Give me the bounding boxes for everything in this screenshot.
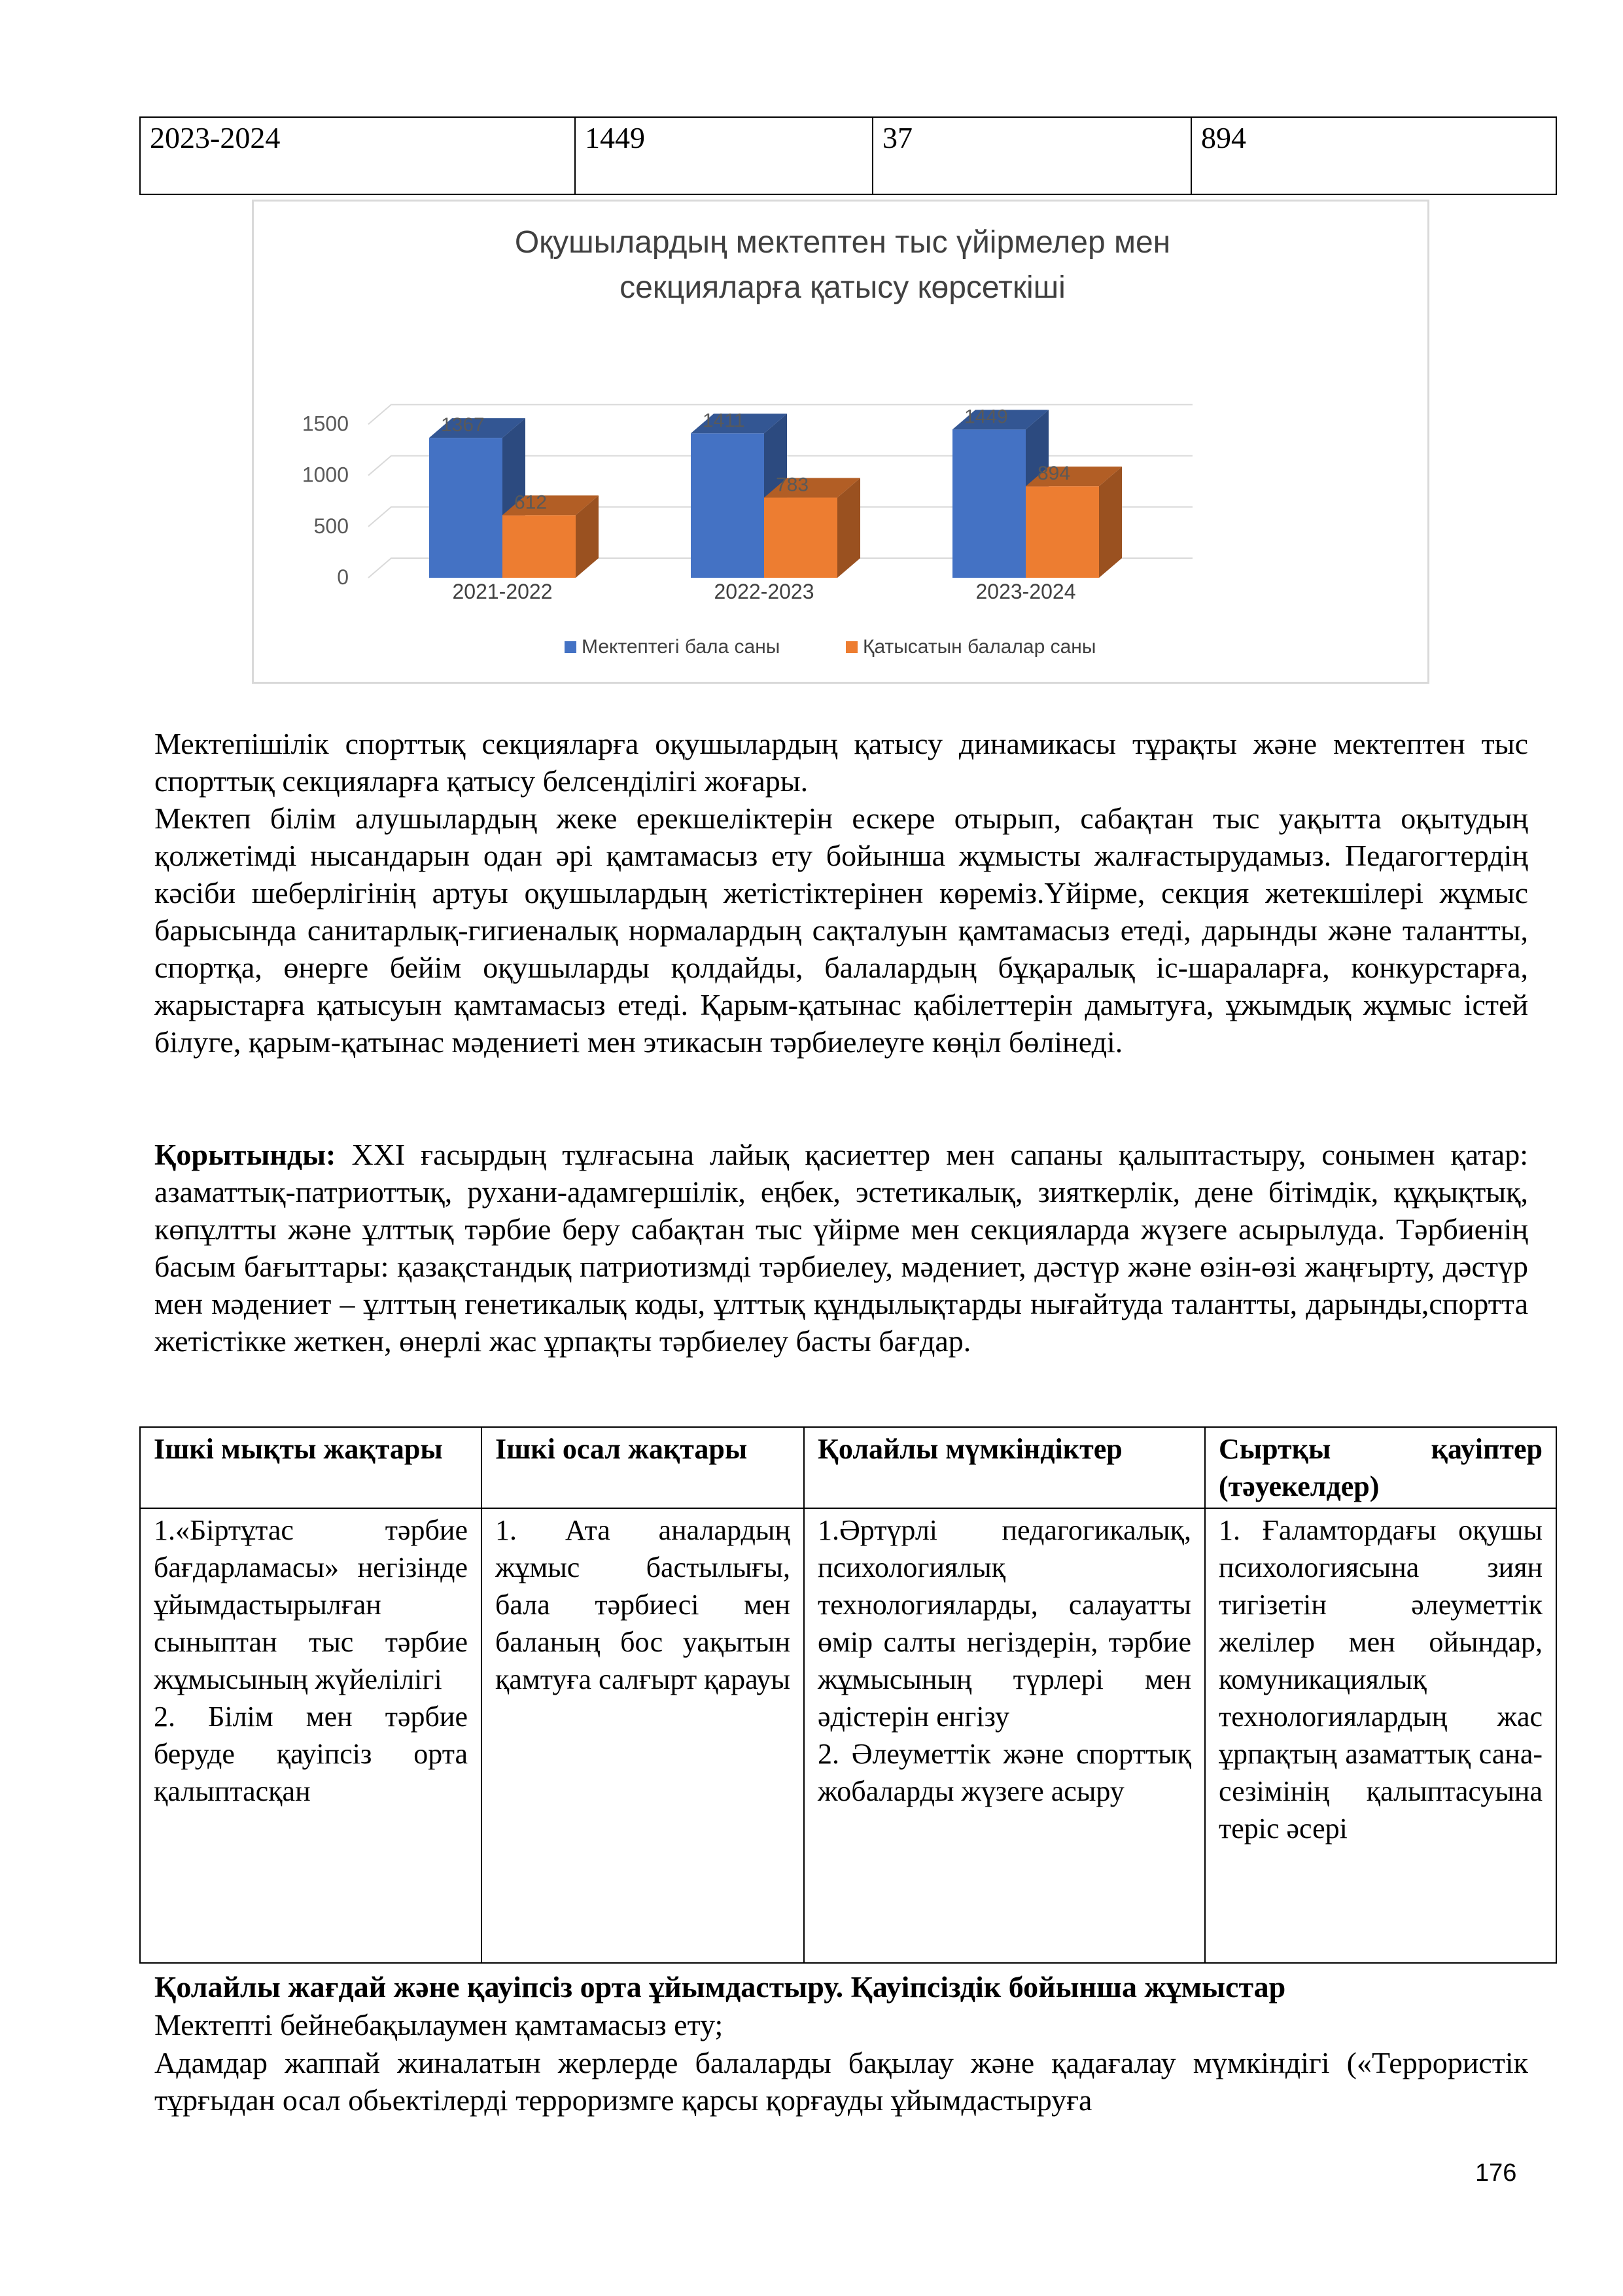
swot-cell-opportunities: [804, 1508, 1205, 1963]
y-axis-ticks: [302, 412, 349, 589]
y-tick-label: 500: [313, 514, 349, 538]
x-tick-label: 2023-2024: [975, 580, 1076, 603]
data-label: 1449: [964, 406, 1008, 428]
summary-table: [139, 116, 1557, 195]
conclusion-text: ХХІ ғасырдың тұлғасына лайық қасиеттер мен сапаны қалыптастыру, сонымен қатар: азаматтық-патриоттық, рухани-адамгершілік, еңбек, эстетикалық, зияткерлік, дене бітімдік, құқықтық, көпұлтты және ұлттық тәрбие беру сабақтан тыс үйірме мен секцияларда жүзеге асырылуда. Тәрбиенің басым бағыттары: қазақстандық патриотизмді тәрбиелеу, мәдениет, дәстүр және өзін-өзі жаңғырту, дәстүр мен мәдениет – ұлттың генетикалық коды, ұлттық құндылықтарды нығайтуда талантты, дарынды,спортта жетістікке жеткен, өнерлі жас ұрпақты тәрбиелеу басты бағдар.: [154, 1138, 1528, 1358]
bar-front: [1026, 486, 1099, 578]
conclusion-label: Қорытынды:: [154, 1138, 336, 1171]
bar: [502, 491, 599, 578]
bar: [1026, 463, 1122, 578]
chart-title-line2: секцияларға қатысу көрсеткіші: [620, 270, 1066, 305]
swot-header-row: [140, 1427, 1556, 1508]
threat-item-1: 1. Ғаламтордағы оқушы психологиясына зиян тигізетін әлеуметтік желілер мен ойындар, комуникациялық технологиялардың жас ұрпақтың азаматтық сана-сезімінің қалыптасуына теріс әсері: [1219, 1514, 1543, 1845]
opportunity-item-2: 2. Әлеуметтік және спорттық жобаларды жүзеге асыру: [818, 1738, 1191, 1807]
swot-cell-threats: [1205, 1508, 1556, 1963]
table-cell-sections: 37: [873, 117, 1191, 194]
bar-front: [952, 429, 1026, 578]
data-label: 894: [1038, 463, 1071, 485]
swot-header-weaknesses: Ішкі осал жақтары: [481, 1427, 804, 1508]
table-row: [140, 117, 1556, 194]
chart-bars: [429, 406, 1122, 578]
bar-front: [691, 433, 764, 578]
paragraph-school-work: Мектеп білім алушылардың жеке ерекшеліктерін ескере отырып, сабақтан тыс уақытта оқытудың қолжетімді нысандарын одан әрі қамтамасыз ету бойынша жұмысты жалғастырудамыз. Педагогтердің кәсіби шеберлігінің артуы оқушылардың жетістіктерінен көреміз.Үйірме, секция жетекшілері жұмыс барысында санитарлық-гигиеналық нормалардың сақталуын қамтамасыз етеді, дарынды және талантты, спортқа, өнерге бейім оқушыларды қолдайды, балалардың бұқаралық іс-шараларға, конкурстарға, жарыстарға қатысуын қамтамасыз етеді. Қарым-қатынас қабілеттерін дамытуға, ұжымдық жұмыс істей білуге, қарым-қатынас мәдениеті мен этикасын тәрбиелеуге көңіл бөлінеді.: [154, 802, 1528, 1059]
weakness-item-1: 1. Ата аналардың жұмыс бастылығы, бала тәрбиесі мен баланың бос уақытын қамтуға салғырт қарауы: [495, 1514, 790, 1695]
data-label: 1411: [703, 410, 745, 432]
swot-cell-weaknesses: [481, 1508, 804, 1963]
swot-header-opportunities: Қолайлы мүмкіндіктер: [804, 1427, 1205, 1508]
participation-chart: [252, 200, 1429, 684]
x-tick-label: 2022-2023: [714, 580, 814, 603]
swot-body-row: [140, 1508, 1556, 1963]
x-axis-labels: [452, 580, 1075, 603]
swot-header-threats: Сыртқы қауіптер (тәуекелдер): [1205, 1427, 1556, 1508]
strength-item-2: 2. Білім мен тәрбие беруде қауіпсіз орта қалыптасқан: [154, 1701, 468, 1807]
section-line-2: Адамдар жаппай жиналатын жерлерде балаларды бақылау және қадағалау мүмкіндігі («Террористік тұрғыдан осал обьектілерді терроризмге қарсы қорғауды ұйымдастыруға: [154, 2046, 1528, 2117]
chart-title-line1: Оқушылардың мектептен тыс үйірмелер мен: [514, 225, 1171, 260]
page-number: 176: [1475, 2159, 1517, 2187]
bar-front: [429, 438, 502, 578]
data-label: 612: [514, 491, 548, 514]
bar-front: [502, 515, 576, 578]
swot-header-strengths: Ішкі мықты жақтары: [140, 1427, 481, 1508]
swot-cell-strengths: [140, 1508, 481, 1963]
table-cell-total: 1449: [575, 117, 873, 194]
opportunity-item-1: 1.Әртүрлі педагогикалық, психологиялық технологияларды, салауатты өмір салты негіздерін, тәрбие жұмысының түрлері мен әдістерін енгізу: [818, 1514, 1191, 1733]
bar-front: [764, 498, 837, 578]
chart-legend: [565, 636, 1096, 658]
section-heading: Қолайлы жағдай және қауіпсіз орта ұйымдастыру. Қауіпсіздік бойынша жұмыстар: [154, 1970, 1286, 2004]
section-line-1: Мектепті бейнебақылаумен қамтамасыз ету;: [154, 2008, 724, 2041]
data-label: 1367: [441, 414, 485, 436]
paragraph-sections-dynamics: Мектепішілік спорттық секцияларға оқушылардың қатысу динамикасы тұрақты және мектептен тыс спорттық секцияларға қатысу белсенділігі жоғары.: [154, 727, 1528, 798]
legend-swatch: [565, 641, 576, 653]
paragraph-conclusion: [154, 1136, 1528, 1360]
y-tick-label: 1000: [302, 463, 349, 487]
y-tick-label: 0: [337, 565, 349, 589]
table-cell-participants: 894: [1191, 117, 1556, 194]
data-label: 783: [776, 474, 809, 496]
legend-swatch: [846, 641, 858, 653]
legend-label: Қатысатын балалар саны: [863, 636, 1096, 658]
table-cell-year: 2023-2024: [140, 117, 575, 194]
x-tick-label: 2021-2022: [452, 580, 553, 603]
swot-table: [139, 1426, 1557, 1964]
chart-canvas: [254, 202, 1431, 686]
strength-item-1: 1.«Біртұтас тәрбие бағдарламасы» негізінде ұйымдастырылған сыныптан тыс тәрбие жұмысының жүйелілігі: [154, 1514, 468, 1695]
legend-label: Мектептегі бала саны: [582, 636, 780, 658]
bar: [764, 474, 860, 578]
y-tick-label: 1500: [302, 412, 349, 436]
